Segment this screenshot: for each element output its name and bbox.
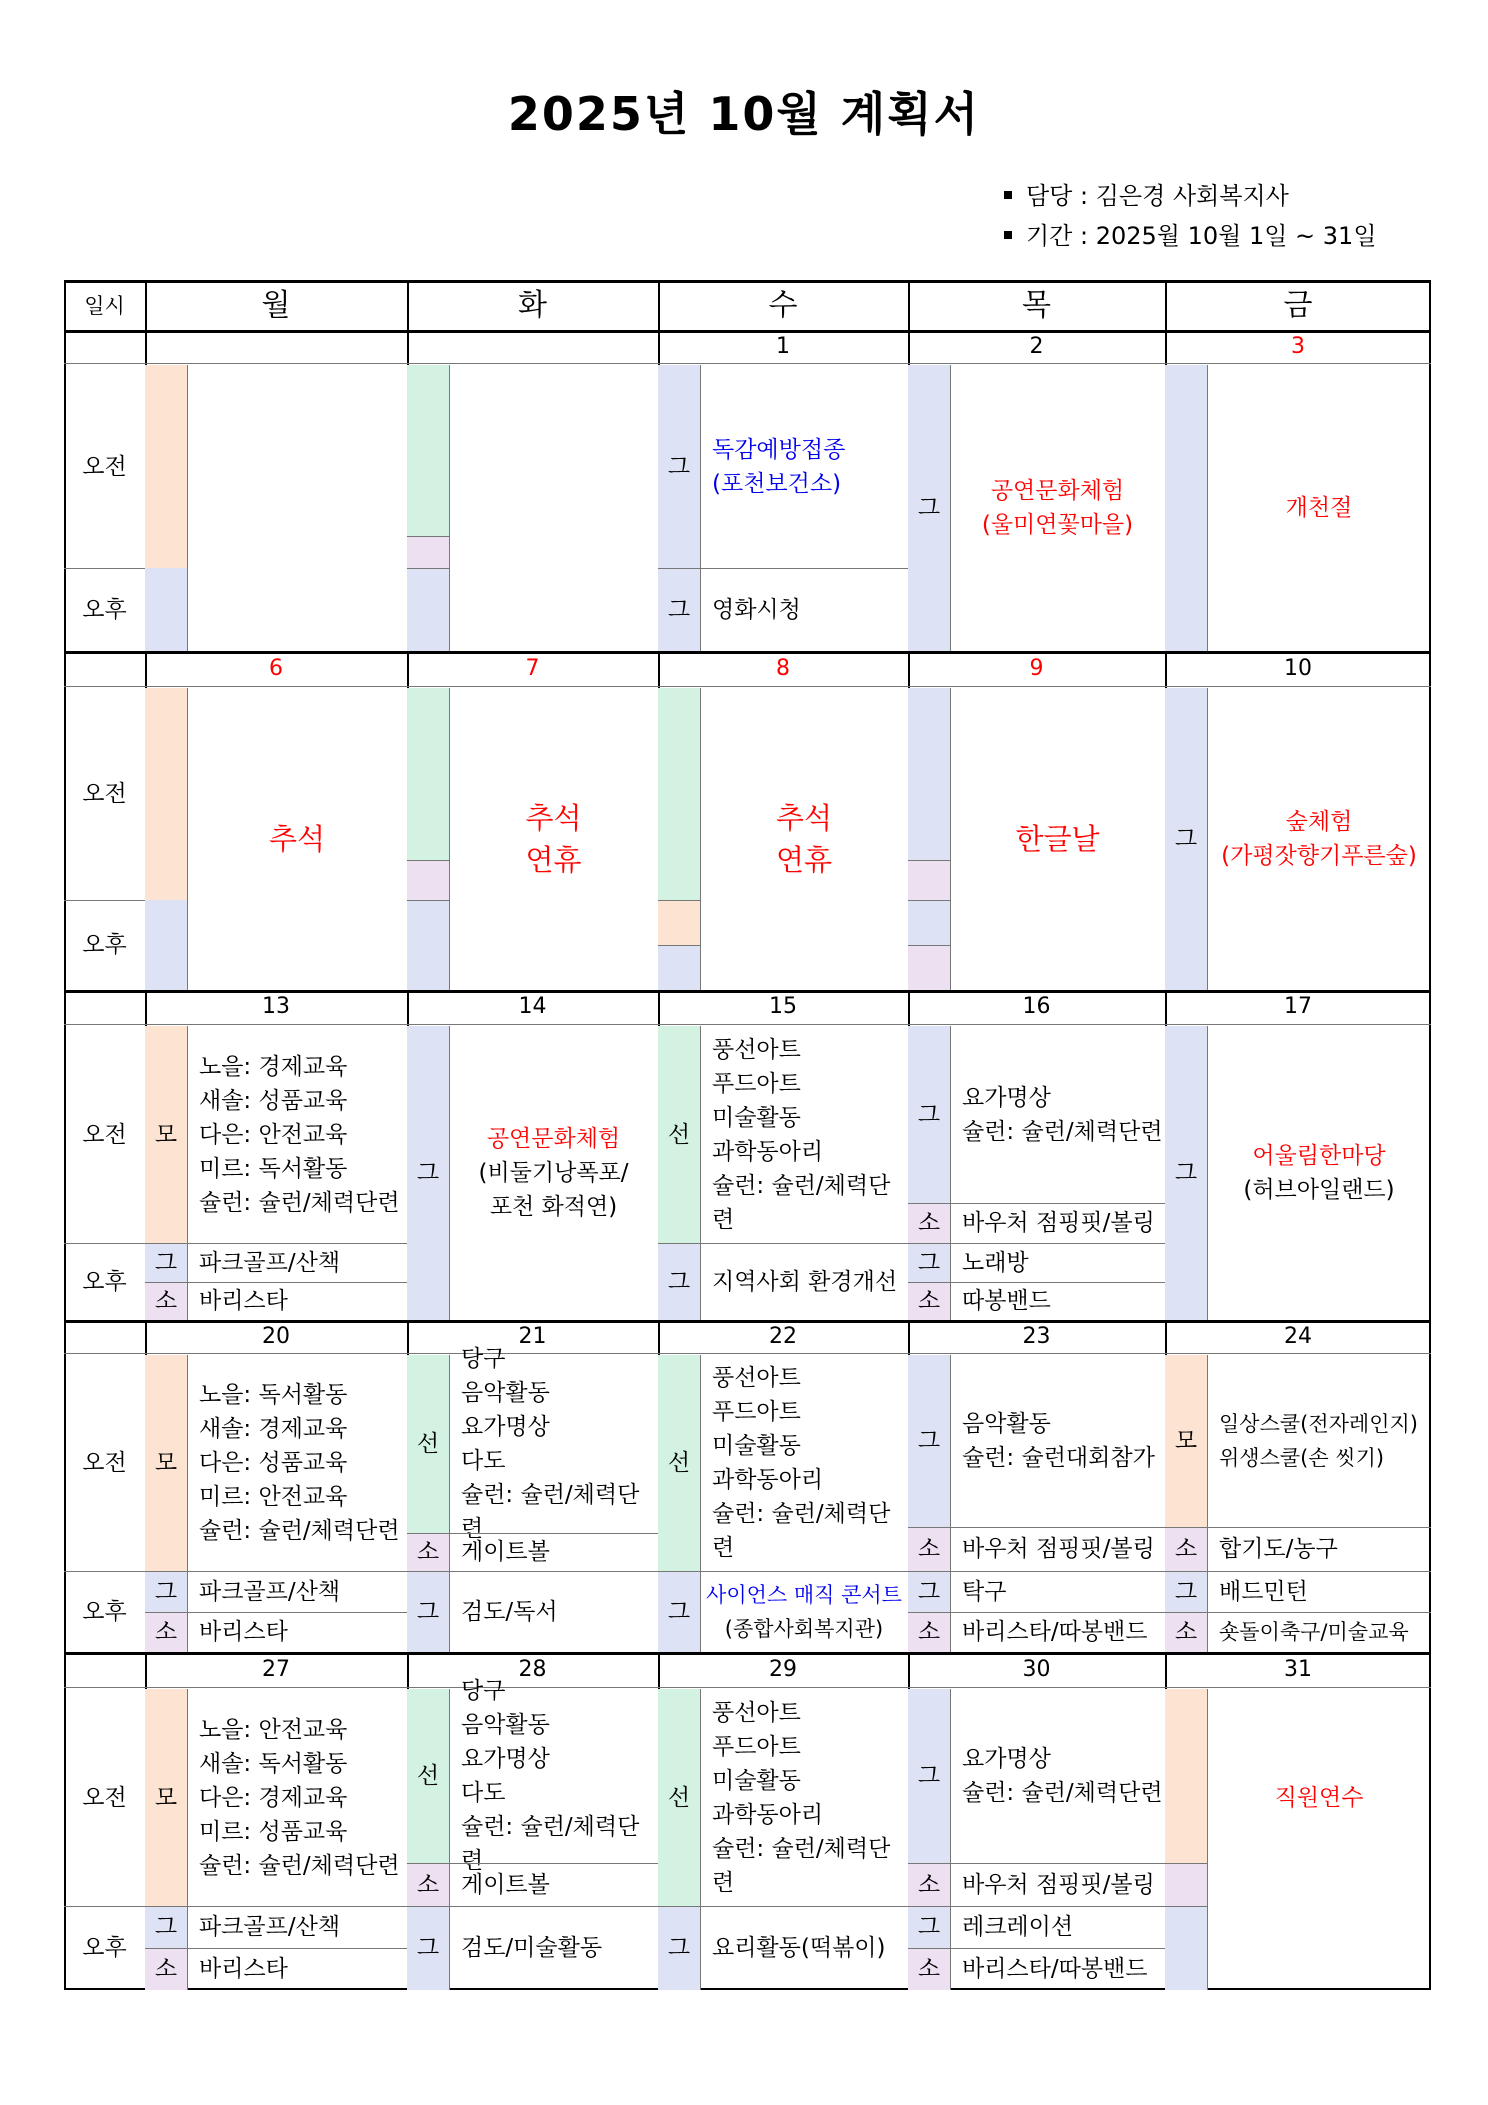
page-title: 2025년 10월 계획서	[507, 87, 981, 141]
group-tag: 그	[917, 1428, 941, 1454]
color-strip	[1165, 365, 1207, 651]
group-tag: 그	[667, 453, 691, 480]
group-tag: 소	[416, 1539, 440, 1565]
color-strip	[145, 568, 187, 651]
strip-divider	[700, 1355, 701, 1652]
cell-divider	[64, 686, 1431, 687]
strip-divider	[187, 688, 188, 990]
strip-divider	[449, 365, 450, 651]
group-tag: 그	[917, 1101, 941, 1128]
group-tag: 그	[667, 1935, 691, 1961]
color-strip	[908, 900, 950, 945]
meta-manager	[1004, 176, 1377, 216]
group-tag: 그	[416, 1598, 440, 1625]
activity-list: 당구 음악활동 요가명상 다도 슐런: 슐런/체력단련	[461, 1678, 640, 1874]
event-text: 숲체험 (가평잣향기푸른숲)	[1221, 809, 1417, 869]
group-tag: 모	[154, 1450, 178, 1476]
cell-divider	[145, 1906, 407, 1907]
group-tag: 그	[154, 1914, 178, 1940]
date-number: 15	[769, 994, 797, 1019]
event-title: 어울림한마당	[1252, 1143, 1386, 1169]
holiday-text: 추석 연휴	[775, 801, 833, 877]
group-tag: 소	[917, 1871, 941, 1898]
slot-label-pm: 오후	[82, 1598, 127, 1625]
date-number: 28	[518, 1656, 547, 1682]
date-number: 27	[262, 1656, 290, 1682]
event-subtitle: (종합사회복지관)	[724, 1616, 884, 1641]
color-strip	[908, 945, 950, 990]
group-tag: 소	[917, 1536, 941, 1562]
group-tag: 모	[154, 1784, 178, 1811]
color-strip	[145, 365, 187, 568]
group-tag: 그	[917, 495, 941, 521]
strip-divider	[1207, 1026, 1208, 1320]
group-tag: 그	[1174, 1578, 1198, 1605]
group-tag: 소	[416, 1871, 440, 1898]
strip-divider	[449, 1026, 450, 1320]
color-strip	[407, 568, 449, 651]
cell-divider	[908, 1571, 1165, 1572]
activity-text: 바리스타	[199, 1956, 288, 1982]
strip-divider	[950, 365, 951, 651]
slot-label-pm: 오후	[82, 932, 127, 958]
holiday-text: 한글날	[1015, 822, 1100, 856]
group-tag: 그	[1174, 826, 1198, 852]
cell-divider	[908, 1906, 1165, 1907]
cell-divider	[145, 1612, 407, 1613]
group-tag: 그	[416, 1935, 440, 1961]
cell-divider	[407, 900, 449, 901]
group-tag: 그	[917, 1914, 941, 1940]
event-title: 사이언스 매직 콘서트	[706, 1582, 902, 1607]
cell-divider	[908, 1863, 1165, 1864]
strip-divider	[1207, 1355, 1208, 1652]
event-lines	[478, 1122, 628, 1224]
color-strip	[1165, 1689, 1207, 1863]
activity-text: 합기도/농구	[1219, 1536, 1338, 1562]
slot-label-pm: 오후	[82, 1268, 127, 1295]
cell-divider	[407, 1863, 658, 1864]
cell-divider	[658, 900, 700, 901]
cell-divider	[407, 1571, 658, 1572]
day-header: 목	[1022, 287, 1051, 323]
slot-label-am: 오전	[82, 1121, 127, 1148]
bullet-icon	[1004, 191, 1012, 199]
group-tag: 선	[667, 1450, 691, 1476]
event-lines	[706, 1578, 902, 1646]
strip-divider	[700, 1026, 701, 1320]
cell-divider	[145, 1571, 407, 1572]
group-tag: 그	[667, 596, 691, 623]
event-text	[449, 1026, 658, 1320]
color-strip	[407, 900, 449, 990]
cell-divider	[1165, 1863, 1207, 1864]
cell-divider	[658, 1906, 908, 1907]
strip-divider	[449, 688, 450, 990]
group-tag: 소	[917, 1956, 941, 1982]
cell-divider	[407, 860, 449, 861]
activity-text: 바리스타	[199, 1619, 288, 1645]
cell-divider	[64, 1024, 1431, 1025]
group-tag: 선	[416, 1763, 440, 1789]
holiday-text: 개천절	[1285, 495, 1353, 521]
group-tag: 그	[917, 1578, 941, 1605]
day-header: 화	[518, 287, 547, 323]
strip-divider	[1207, 365, 1208, 651]
date-number: 29	[769, 1656, 797, 1682]
strip-divider	[700, 688, 701, 990]
cell-divider	[908, 1948, 1165, 1949]
activity-list: 노을: 독서활동 새솔: 경제교육 다은: 성품교육 미르: 안전교육 슐런: 슐런/체력단련	[199, 1382, 400, 1544]
color-strip	[908, 688, 950, 860]
activity-text	[700, 1571, 908, 1652]
color-strip	[658, 945, 700, 990]
date-number: 17	[1284, 994, 1312, 1019]
date-number: 31	[1284, 1656, 1312, 1682]
strip-divider	[1207, 1689, 1208, 1990]
color-strip	[407, 688, 449, 860]
activity-text: 파크골프/산책	[199, 1914, 341, 1940]
activity-text: 배드민턴	[1219, 1578, 1308, 1605]
activity-list: 일상스쿨(전자레인지) 위생스쿨(손 씻기)	[1219, 1412, 1418, 1470]
day-header: 금	[1283, 287, 1313, 323]
slot-label-am: 오전	[82, 1784, 127, 1811]
slot-label-pm: 오후	[82, 596, 127, 623]
cell-divider	[407, 536, 449, 537]
event-title: 공연문화체험	[486, 1126, 621, 1152]
date-number: 20	[262, 1323, 290, 1349]
cell-divider	[64, 1687, 1431, 1688]
activity-text: 검도/독서	[461, 1598, 558, 1625]
activity-text: 따봉밴드	[962, 1288, 1051, 1314]
activity-text: 바우처 점핑핏/볼링	[962, 1210, 1155, 1236]
activity-text: 파크골프/산책	[199, 1578, 341, 1605]
activity-list: 요가명상 슐런: 슐런/체력단련	[962, 1746, 1163, 1806]
cell-divider	[145, 1243, 407, 1244]
cell-divider	[64, 363, 1431, 364]
strip-divider	[1207, 688, 1208, 990]
group-tag: 선	[416, 1431, 440, 1457]
group-tag: 선	[667, 1784, 691, 1811]
date-number	[407, 330, 658, 363]
group-tag: 소	[154, 1956, 178, 1982]
color-strip	[407, 860, 449, 900]
color-strip	[658, 900, 700, 945]
manager-text: 담당 : 김은경 사회복지사	[1026, 182, 1289, 210]
color-strip	[145, 688, 187, 900]
cell-divider	[908, 1612, 1165, 1613]
group-tag: 소	[917, 1288, 941, 1314]
meta-period	[1004, 216, 1377, 256]
date-number: 7	[525, 655, 540, 681]
cell-divider	[145, 1282, 407, 1283]
group-tag: 소	[1174, 1536, 1198, 1562]
activity-text: 바리스타/따봉밴드	[962, 1619, 1148, 1645]
activity-text: 지역사회 환경개선	[712, 1268, 898, 1295]
strip-divider	[449, 1355, 450, 1652]
activity-text: 검도/미술활동	[461, 1935, 603, 1961]
group-tag: 그	[917, 1763, 941, 1789]
date-number: 9	[1029, 655, 1044, 681]
cell-divider	[908, 900, 950, 901]
date-number: 24	[1284, 1323, 1312, 1349]
cell-divider	[908, 860, 950, 861]
cell-divider	[407, 1533, 658, 1534]
color-strip	[145, 900, 187, 990]
strip-divider	[700, 1689, 701, 1990]
date-number: 21	[518, 1323, 547, 1349]
date-number	[145, 330, 407, 363]
group-tag: 소	[154, 1288, 178, 1314]
activity-text: 바우처 점핑핏/볼링	[962, 1871, 1155, 1898]
cell-divider	[145, 1948, 407, 1949]
event-subtitle: (허브아일랜드)	[1243, 1177, 1395, 1203]
strip-divider	[950, 688, 951, 990]
date-number: 6	[269, 655, 283, 681]
cell-divider	[908, 945, 950, 946]
date-number: 10	[1284, 655, 1312, 681]
activity-text: 바리스타/따봉밴드	[962, 1956, 1148, 1982]
group-tag: 그	[917, 1249, 941, 1276]
cell-divider	[1165, 1571, 1431, 1572]
activity-text: 게이트볼	[461, 1539, 550, 1565]
group-tag: 그	[1174, 1160, 1198, 1186]
date-number: 23	[1022, 1323, 1051, 1349]
activity-list: 노을: 경제교육 새솔: 성품교육 다은: 안전교육 미르: 독서활동 슐런: 슐런/체력단련	[199, 1053, 400, 1216]
date-number: 30	[1022, 1656, 1051, 1682]
group-tag: 그	[154, 1578, 178, 1605]
activity-list: 당구 음악활동 요가명상 다도 슐런: 슐런/체력단련	[461, 1346, 640, 1542]
activity-text: 독감예방접종 (포천보건소)	[712, 436, 846, 497]
activity-text: 바리스타	[199, 1288, 288, 1314]
date-number: 16	[1022, 994, 1051, 1019]
activity-text: 레크레이션	[962, 1914, 1074, 1940]
strip-divider	[950, 1026, 951, 1320]
cell-divider	[1165, 1906, 1207, 1907]
cell-divider	[658, 945, 700, 946]
cell-divider	[1165, 1612, 1431, 1613]
date-number: 3	[1291, 333, 1305, 359]
activity-list: 음악활동 슐런: 슐런대회참가	[962, 1411, 1155, 1471]
date-number: 1	[776, 333, 790, 359]
day-header: 수	[768, 287, 798, 323]
strip-divider	[187, 365, 188, 651]
cell-divider	[908, 1282, 1165, 1283]
event-subtitle: 포천 화적연)	[489, 1194, 618, 1220]
date-number: 22	[769, 1323, 797, 1349]
cell-divider	[908, 1203, 1165, 1204]
group-tag: 그	[667, 1268, 691, 1295]
slot-label-pm: 오후	[82, 1935, 127, 1961]
strip-divider	[700, 365, 701, 651]
activity-list: 풍선아트 푸드아트 미술활동 과학동아리 슐런: 슐런/체력단련	[712, 1365, 891, 1561]
event-subtitle: (비둘기낭폭포/	[478, 1160, 629, 1186]
activity-list: 요가명상 슐런: 슐런/체력단련	[962, 1084, 1163, 1145]
group-tag: 그	[154, 1249, 178, 1276]
group-tag: 소	[154, 1619, 178, 1645]
slot-label-am: 오전	[82, 453, 127, 480]
activity-text: 게이트볼	[461, 1871, 550, 1898]
day-header: 월	[261, 287, 291, 323]
activity-text: 노래방	[962, 1249, 1029, 1276]
activity-text: 파크골프/산책	[199, 1249, 341, 1276]
bullet-icon	[1004, 231, 1012, 239]
event-text: 공연문화체험 (울미연꽃마을)	[981, 478, 1134, 538]
strip-divider	[950, 1355, 951, 1652]
activity-list: 노을: 안전교육 새솔: 독서활동 다은: 경제교육 미르: 성품교육 슐런: 슐런/체력단련	[199, 1716, 400, 1879]
strip-divider	[950, 1689, 951, 1990]
color-strip	[407, 536, 449, 568]
cell-divider	[658, 568, 908, 569]
date-number: 8	[776, 655, 790, 681]
date-number: 14	[518, 994, 547, 1019]
activity-text: 영화시청	[712, 596, 801, 623]
cell-divider	[407, 568, 449, 569]
activity-text: 탁구	[962, 1578, 1007, 1605]
slot-label-am: 오전	[82, 781, 127, 807]
group-tag: 그	[667, 1598, 691, 1625]
color-strip	[407, 365, 449, 536]
group-tag: 소	[1174, 1619, 1198, 1645]
color-strip	[908, 860, 950, 900]
date-number: 13	[262, 994, 290, 1019]
group-tag: 모	[154, 1121, 178, 1148]
activity-text: 요리활동(떡볶이)	[712, 1935, 886, 1961]
corner-header: 일시	[84, 293, 125, 318]
activity-list: 풍선아트 푸드아트 미술활동 과학동아리 슐런: 슐런/체력단련	[712, 1036, 891, 1233]
cell-divider	[908, 1243, 1165, 1244]
cell-divider	[407, 1906, 658, 1907]
group-tag: 그	[416, 1160, 440, 1186]
slot-label-am: 오전	[82, 1450, 127, 1476]
event-lines	[1243, 1139, 1394, 1207]
cell-divider	[1165, 1527, 1431, 1528]
strip-divider	[187, 1355, 188, 1652]
cell-divider	[908, 1527, 1165, 1528]
group-tag: 모	[1174, 1428, 1198, 1454]
strip-divider	[187, 1026, 188, 1320]
group-tag: 소	[917, 1210, 941, 1236]
activity-text: 바우처 점핑핏/볼링	[962, 1536, 1155, 1562]
color-strip	[1165, 1906, 1207, 1990]
group-tag: 소	[917, 1619, 941, 1645]
group-tag: 선	[667, 1121, 691, 1148]
cell-divider	[658, 1243, 908, 1244]
event-text	[1207, 1026, 1431, 1320]
strip-divider	[187, 1689, 188, 1990]
color-strip	[658, 688, 700, 900]
period-text: 기간 : 2025월 10월 1일 ~ 31일	[1026, 222, 1377, 250]
cell-divider	[658, 1571, 908, 1572]
color-strip	[1165, 1863, 1207, 1906]
holiday-text: 추석	[268, 822, 326, 856]
strip-divider	[449, 1689, 450, 1990]
event-text: 직원연수	[1274, 1784, 1364, 1811]
activity-text: 숏돌이축구/미술교육	[1219, 1620, 1409, 1644]
holiday-text: 추석 연휴	[525, 801, 582, 877]
activity-list: 풍선아트 푸드아트 미술활동 과학동아리 슐런: 슐런/체력단련	[712, 1699, 891, 1896]
meta-info	[1004, 176, 1377, 256]
date-number: 2	[1029, 333, 1044, 359]
